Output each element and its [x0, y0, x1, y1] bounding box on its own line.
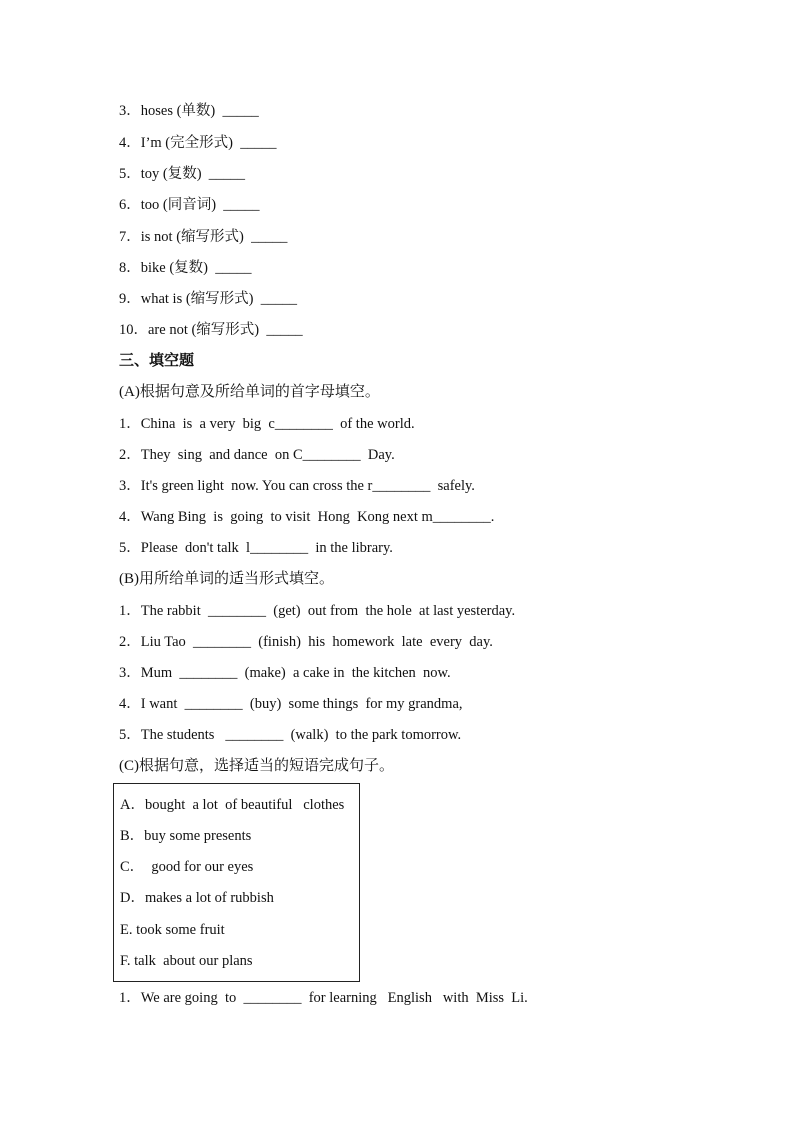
- option-item: D．makes a lot of rubbish: [120, 890, 274, 906]
- exercise-item: 2．Liu Tao ________ (finish) his homework late every day.: [119, 634, 493, 650]
- exercise-item: 7．is not (缩写形式) _____: [119, 229, 288, 245]
- exercise-item: 3．Mum ________ (make) a cake in the kitchen now.: [119, 665, 451, 681]
- option-item: C． good for our eyes: [120, 859, 254, 875]
- exercise-item: 10．are not (缩写形式) _____: [119, 322, 303, 338]
- exercise-item: 3．It's green light now. You can cross the r________ safely.: [119, 478, 475, 494]
- exercise-item: 2．They sing and dance on C________ Day.: [119, 447, 395, 463]
- exercise-item: 4．I want ________ (buy) some things for my grandma,: [119, 696, 463, 712]
- section-heading: 三、填空题: [119, 353, 195, 369]
- exercise-item: 9．what is (缩写形式) _____: [119, 291, 298, 307]
- part-b-instruction: (B)用所给单词的适当形式填空。: [119, 571, 334, 587]
- part-c-instruction: (C)根据句意，选择适当的短语完成句子。: [119, 758, 394, 774]
- exercise-item: 8．bike (复数) _____: [119, 260, 252, 276]
- options-box: [113, 783, 360, 982]
- exercise-item: 1．We are going to ________ for learning English with Miss Li.: [119, 990, 528, 1006]
- option-item: A．bought a lot of beautiful clothes: [120, 797, 345, 813]
- exercise-item: 3．hoses (单数) _____: [119, 103, 259, 119]
- exercise-item: 1．China is a very big c________ of the world.: [119, 416, 415, 432]
- exercise-item: 5．toy (复数) _____: [119, 166, 246, 182]
- exercise-item: 6．too (同音词) _____: [119, 197, 260, 213]
- exercise-item: 5．Please don't talk l________ in the library.: [119, 540, 393, 556]
- exercise-item: 4．I’m (完全形式) _____: [119, 135, 277, 151]
- exercise-item: 5．The students ________ (walk) to the park tomorrow.: [119, 727, 462, 743]
- part-a-instruction: (A)根据句意及所给单词的首字母填空。: [119, 384, 380, 400]
- option-item: E. took some fruit: [120, 922, 225, 938]
- exercise-item: 1．The rabbit ________ (get) out from the hole at last yesterday.: [119, 603, 516, 619]
- exercise-item: 4．Wang Bing is going to visit Hong Kong next m________.: [119, 509, 495, 525]
- option-item: F. talk about our plans: [120, 953, 253, 969]
- option-item: B．buy some presents: [120, 828, 252, 844]
